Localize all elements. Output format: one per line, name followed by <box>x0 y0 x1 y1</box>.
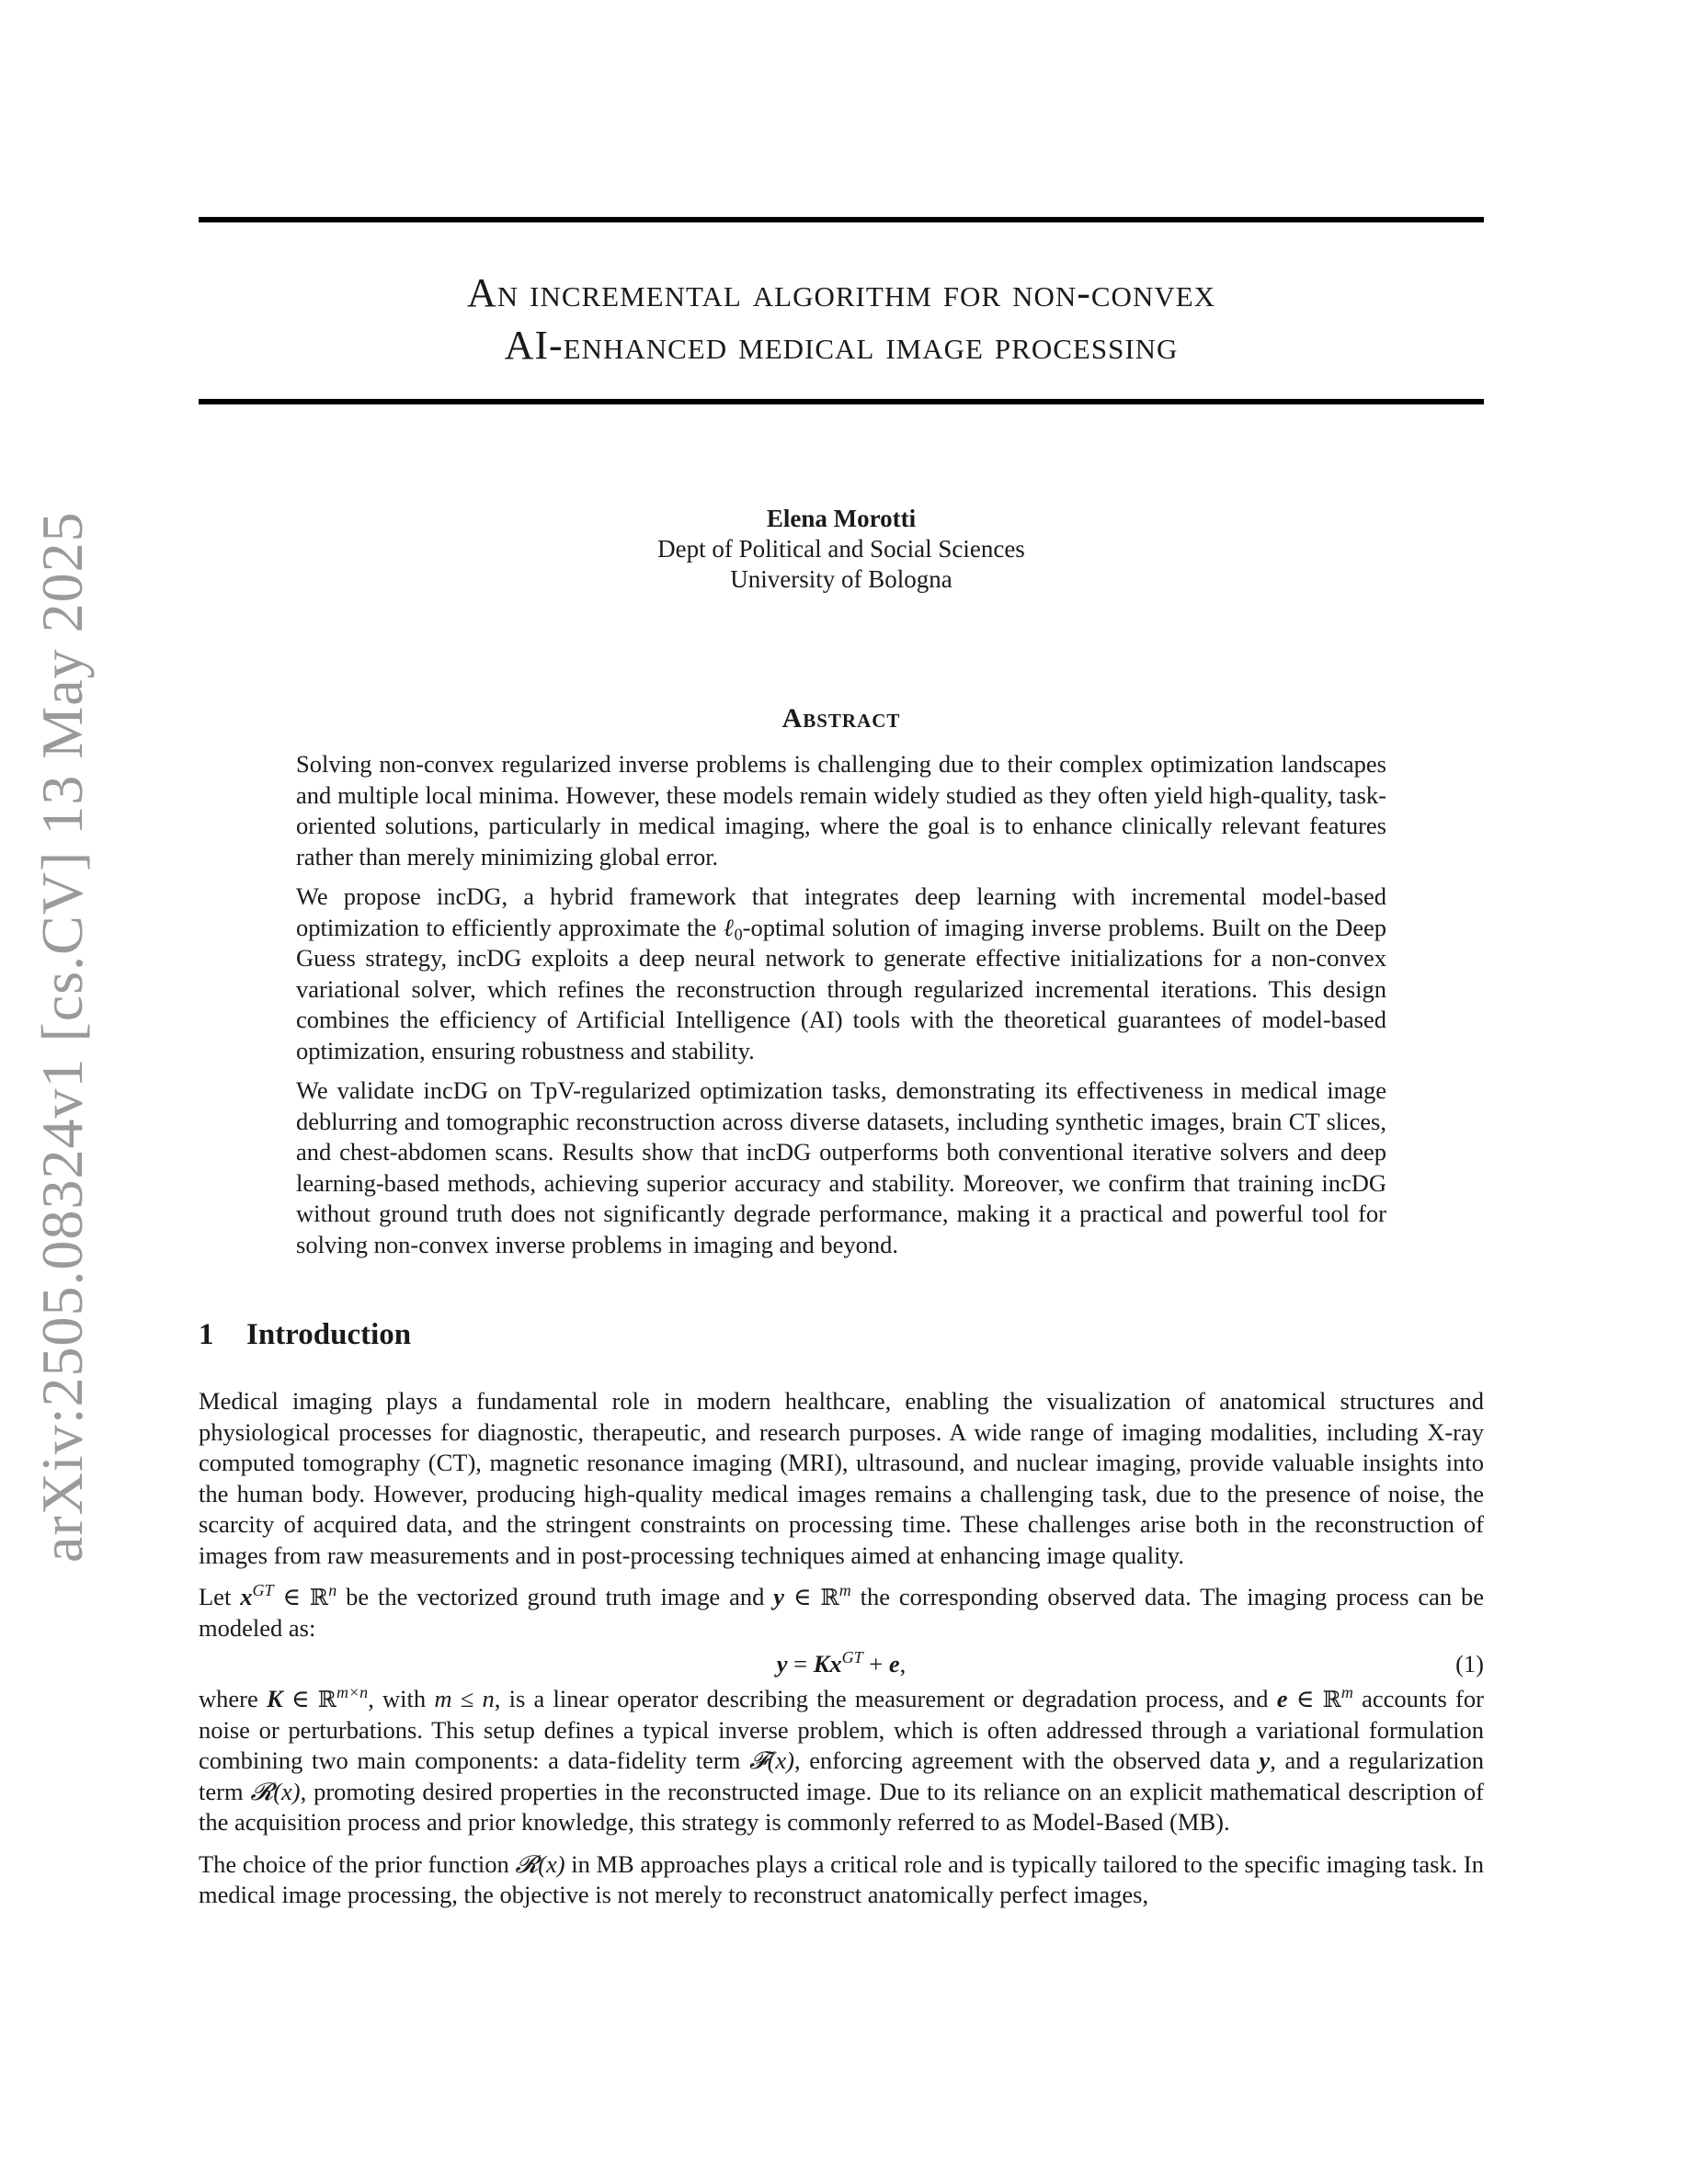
abstract-heading: Abstract <box>781 703 901 734</box>
math-K: K <box>266 1685 283 1712</box>
math-K: K <box>813 1650 830 1678</box>
math-sup: n <box>328 1581 337 1600</box>
math-x: x <box>240 1583 253 1610</box>
text: ∈ <box>784 1583 821 1610</box>
math-op: = <box>787 1650 814 1678</box>
math-y: y <box>773 1583 785 1610</box>
math-y: y <box>776 1650 788 1678</box>
math-sup: GT <box>252 1581 274 1600</box>
arxiv-identifier: arXiv:2505.08324v1 [cs.CV] 13 May 2025 <box>29 511 95 1563</box>
text: the corresponding observed data. The imaging process can be modeled as: <box>199 1583 1485 1642</box>
math-regularizer: 𝓡 <box>515 1849 539 1878</box>
text: , and a regularization term <box>199 1746 1484 1805</box>
text: be the vectorized ground truth image and <box>336 1583 774 1610</box>
math-reals: ℝ <box>309 1584 329 1610</box>
math-regularizer: 𝓡 <box>250 1777 274 1805</box>
text: in MB approaches plays a critical role and is typically tailored to the specific imaging task. In medical image processing, the objective is not merely to reconstruct anatomically perfect images, <box>199 1849 1485 1908</box>
math-reals: ℝ <box>1322 1686 1341 1712</box>
paper-title <box>199 267 1484 371</box>
math-sup: m <box>838 1581 851 1600</box>
math-sup: m <box>1340 1683 1353 1702</box>
abstract-paragraph-3: We validate incDG on TpV-regularized optimization tasks, demonstrating its effectiveness in medical image deblurring and tomographic reconstruction across diverse datasets, including synthetic images, brain CT slices, and chest-abdomen scans. Results show that incDG outperforms both conventional iterative solvers and deep learning-based methods, achieving superior accuracy and stability. Moreover, we confirm that training incDG without ground truth does not significantly degrade performance, making it a practical and powerful tool for solving non-convex inverse problems in imaging and beyond. <box>296 1076 1386 1258</box>
author-department: Dept of Political and Social Sciences <box>657 535 1025 563</box>
text: ∈ <box>1287 1685 1323 1712</box>
equation-1 <box>199 1645 1484 1682</box>
intro-paragraph-1: Medical imaging plays a fundamental role in modern healthcare, enabling the visualization of anatomical structures and physiological processes for diagnostic, therapeutic, and research purposes. A wide range of imaging modalities, including X-ray computed tomography (CT), magnetic resonance imaging (MRI), ultrasound, and nuclear imaging, provide valuable insights into the human body. However, producing high-quality medical images remains a challenging task, due to the presence of noise, the scarcity of acquired data, and the stringent constraints on processing time. These challenges arise both in the reconstruction of images from raw measurements and in post-processing techniques aimed at enhancing image quality. <box>199 1387 1484 1569</box>
math-arg: (x) <box>767 1746 794 1774</box>
title-top-rule <box>199 217 1484 222</box>
text: ∈ <box>282 1685 318 1712</box>
abstract-paragraph-1: Solving non-convex regularized inverse problems is challenging due to their complex optimization landscapes and multiple local minima. However, these models remain widely studied as they often yield high-quality, task-oriented solutions, particularly in medical imaging, where the goal is to enhance clinically relevant features rather than merely minimizing global error. <box>296 750 1386 870</box>
math-reals: ℝ <box>820 1584 839 1610</box>
equation-number: (1) <box>1455 1650 1484 1678</box>
text: , promoting desired properties in the reconstructed image. Due to its reliance on an explicit mathematical description of the acquisition process and prior knowledge, this strategy is commonly referred to as Model-Based (MB). <box>199 1777 1485 1836</box>
author-name: Elena Morotti <box>766 505 917 532</box>
abstract-text: We propose incDG, a hybrid framework that integrates deep learning with incremental model-based optimization to efficiently approximate the <box>296 882 1386 941</box>
introduction-body <box>199 1386 1484 1922</box>
abstract-text: -optimal solution of imaging inverse problems. Built on the Deep Guess strategy, incDG exploits a deep neural network to generate effective initializations for a non-convex variational solver, which refines the reconstruction through regularized incremental iterations. This design combines the efficiency of Artificial Intelligence (AI) tools with the theoretical guarantees of model-based optimization, ensuring robustness and stability. <box>296 913 1387 1064</box>
math-sup: GT <box>841 1648 863 1667</box>
section-number: 1 <box>199 1318 214 1351</box>
math-inequality: m ≤ n <box>434 1685 495 1712</box>
ell-subscript: 0 <box>734 925 743 943</box>
math-arg: (x) <box>273 1777 301 1805</box>
text: , enforcing agreement with the observed data <box>793 1746 1260 1774</box>
text: where <box>199 1685 267 1712</box>
text: , with <box>368 1685 435 1712</box>
author-university: University of Bologna <box>730 565 952 593</box>
title-line-1: An incremental algorithm for non-convex <box>466 270 1216 315</box>
text: The choice of the prior function <box>199 1849 516 1878</box>
abstract-body <box>296 749 1386 1269</box>
math-reals: ℝ <box>317 1686 336 1712</box>
section-heading <box>199 1318 411 1352</box>
title-bottom-rule <box>199 399 1484 404</box>
math-op: + <box>862 1650 889 1678</box>
math-y: y <box>1259 1746 1271 1774</box>
math-arg: (x) <box>538 1849 565 1878</box>
text: accounts for noise or perturbations. This setup defines a typical inverse problem, which is often addressed through a variational formulation combining two main components: a data-fidelity term <box>199 1685 1484 1774</box>
title-line-2: AI-enhanced medical image processing <box>504 323 1179 368</box>
math-e: e <box>1276 1685 1288 1712</box>
math-x: x <box>829 1650 842 1678</box>
math-sup: m×n <box>336 1683 369 1702</box>
abstract-paragraph-2 <box>296 882 1386 1066</box>
intro-paragraph-2 <box>199 1582 1484 1644</box>
intro-paragraph-3 <box>199 1684 1484 1838</box>
math-op: , <box>899 1650 907 1678</box>
ell-symbol: ℓ <box>723 913 735 941</box>
intro-paragraph-4 <box>199 1849 1484 1911</box>
author-block <box>199 504 1484 595</box>
math-e: e <box>888 1650 900 1678</box>
math-fidelity: 𝓕 <box>749 1746 768 1774</box>
text: Let <box>199 1583 241 1610</box>
section-title: Introduction <box>246 1318 412 1351</box>
text: ∈ <box>273 1583 310 1610</box>
text: , is a linear operator describing the measurement or degradation process, and <box>494 1685 1277 1712</box>
